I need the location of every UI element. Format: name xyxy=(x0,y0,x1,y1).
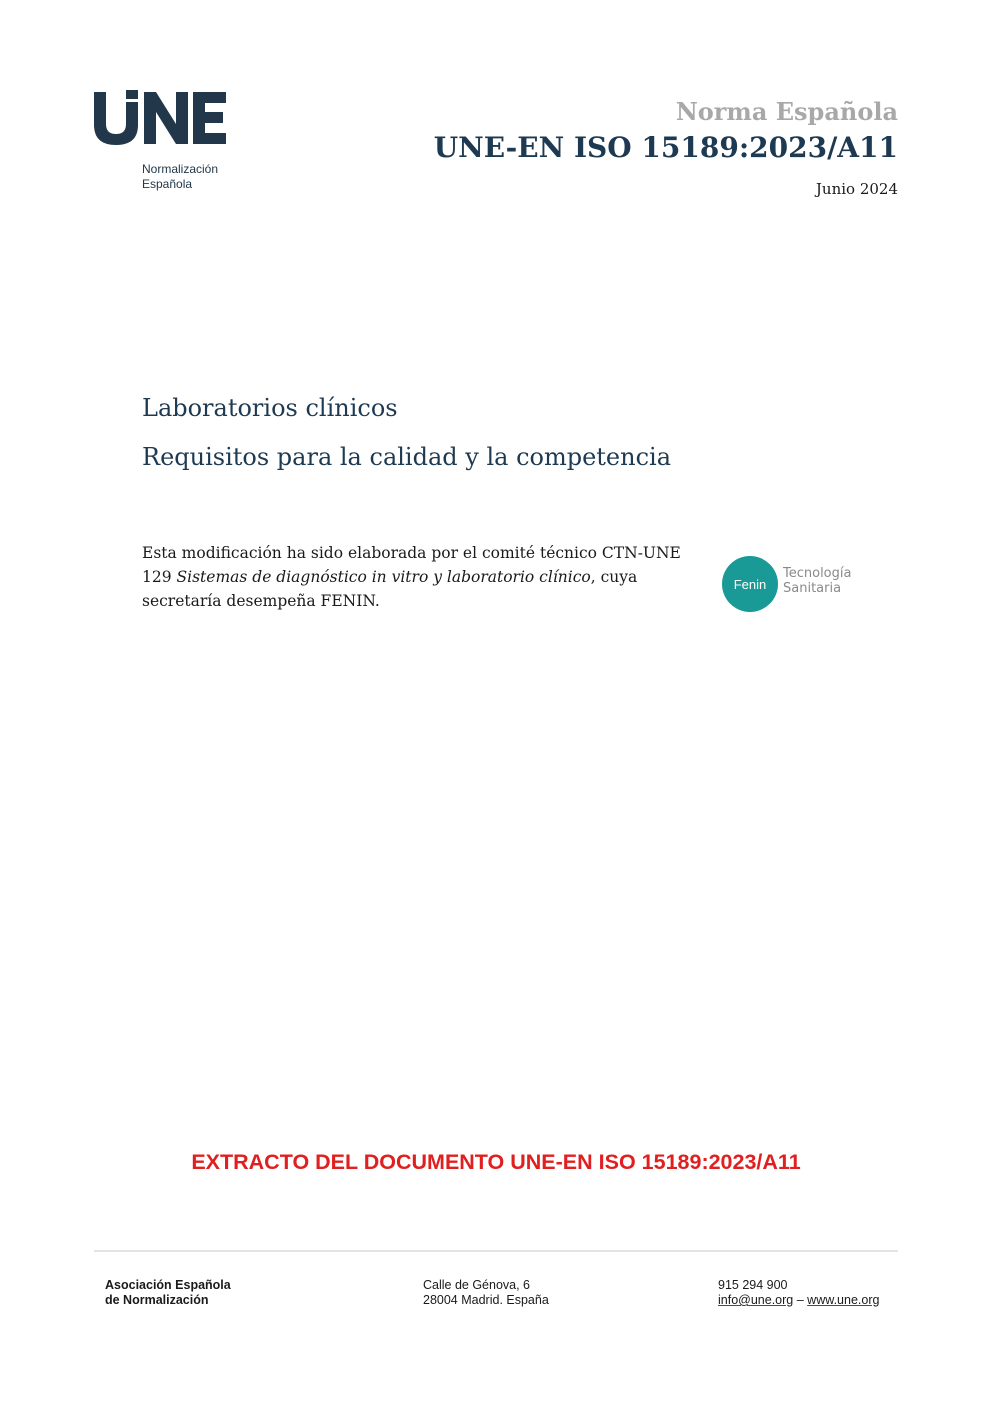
footer-link-separator: – xyxy=(796,1293,804,1307)
extract-notice: EXTRACTO DEL DOCUMENTO UNE-EN ISO 15189:2023/A11 xyxy=(191,1150,801,1174)
footer-org-line2: de Normalización xyxy=(105,1293,209,1307)
email-link[interactable]: info@une.org xyxy=(718,1293,794,1307)
footer-organization xyxy=(105,1278,231,1308)
fenin-tagline xyxy=(783,566,851,596)
fenin-circle-icon: Fenin xyxy=(722,556,778,612)
footer-links xyxy=(718,1293,879,1308)
footer-address-line1: Calle de Génova, 6 xyxy=(423,1278,531,1292)
publication-date: Junio 2024 xyxy=(815,180,898,198)
title-line2: Requisitos para la calidad y la competencia xyxy=(142,443,672,471)
fenin-logo xyxy=(722,556,872,612)
norma-label: Norma Española xyxy=(675,97,898,126)
une-logo-subtitle xyxy=(142,162,218,192)
footer-phone: 915 294 900 xyxy=(718,1278,788,1292)
standard-code: UNE-EN ISO 15189:2023/A11 xyxy=(433,131,898,164)
logo-subtitle-line2: Española xyxy=(142,177,193,191)
footer-contact xyxy=(718,1278,879,1308)
committee-text-before: Esta modificación ha sido elaborada por el comité técnico CTN-UNE 129 xyxy=(142,544,681,586)
website-link[interactable]: www.une.org xyxy=(807,1293,880,1307)
footer-org-line1: Asociación Española xyxy=(105,1278,231,1292)
footer-divider xyxy=(94,1250,898,1252)
logo-subtitle-line1: Normalización xyxy=(142,162,219,176)
une-logo-mark xyxy=(92,88,232,148)
standard-header xyxy=(434,96,898,200)
footer-address xyxy=(423,1278,549,1308)
fenin-tagline-line2: Sanitaria xyxy=(783,581,842,596)
footer-address-line2: 28004 Madrid. España xyxy=(423,1293,549,1307)
committee-text-after: , cuya secretaría desempeña FENIN. xyxy=(142,568,638,610)
document-title xyxy=(142,384,671,482)
fenin-tagline-line1: Tecnología xyxy=(783,566,852,581)
title-line1: Laboratorios clínicos xyxy=(142,394,398,422)
committee-statement xyxy=(142,541,682,613)
committee-name-italic: Sistemas de diagnóstico in vitro y laboratorio clínico xyxy=(176,568,591,586)
une-logo xyxy=(92,88,242,198)
